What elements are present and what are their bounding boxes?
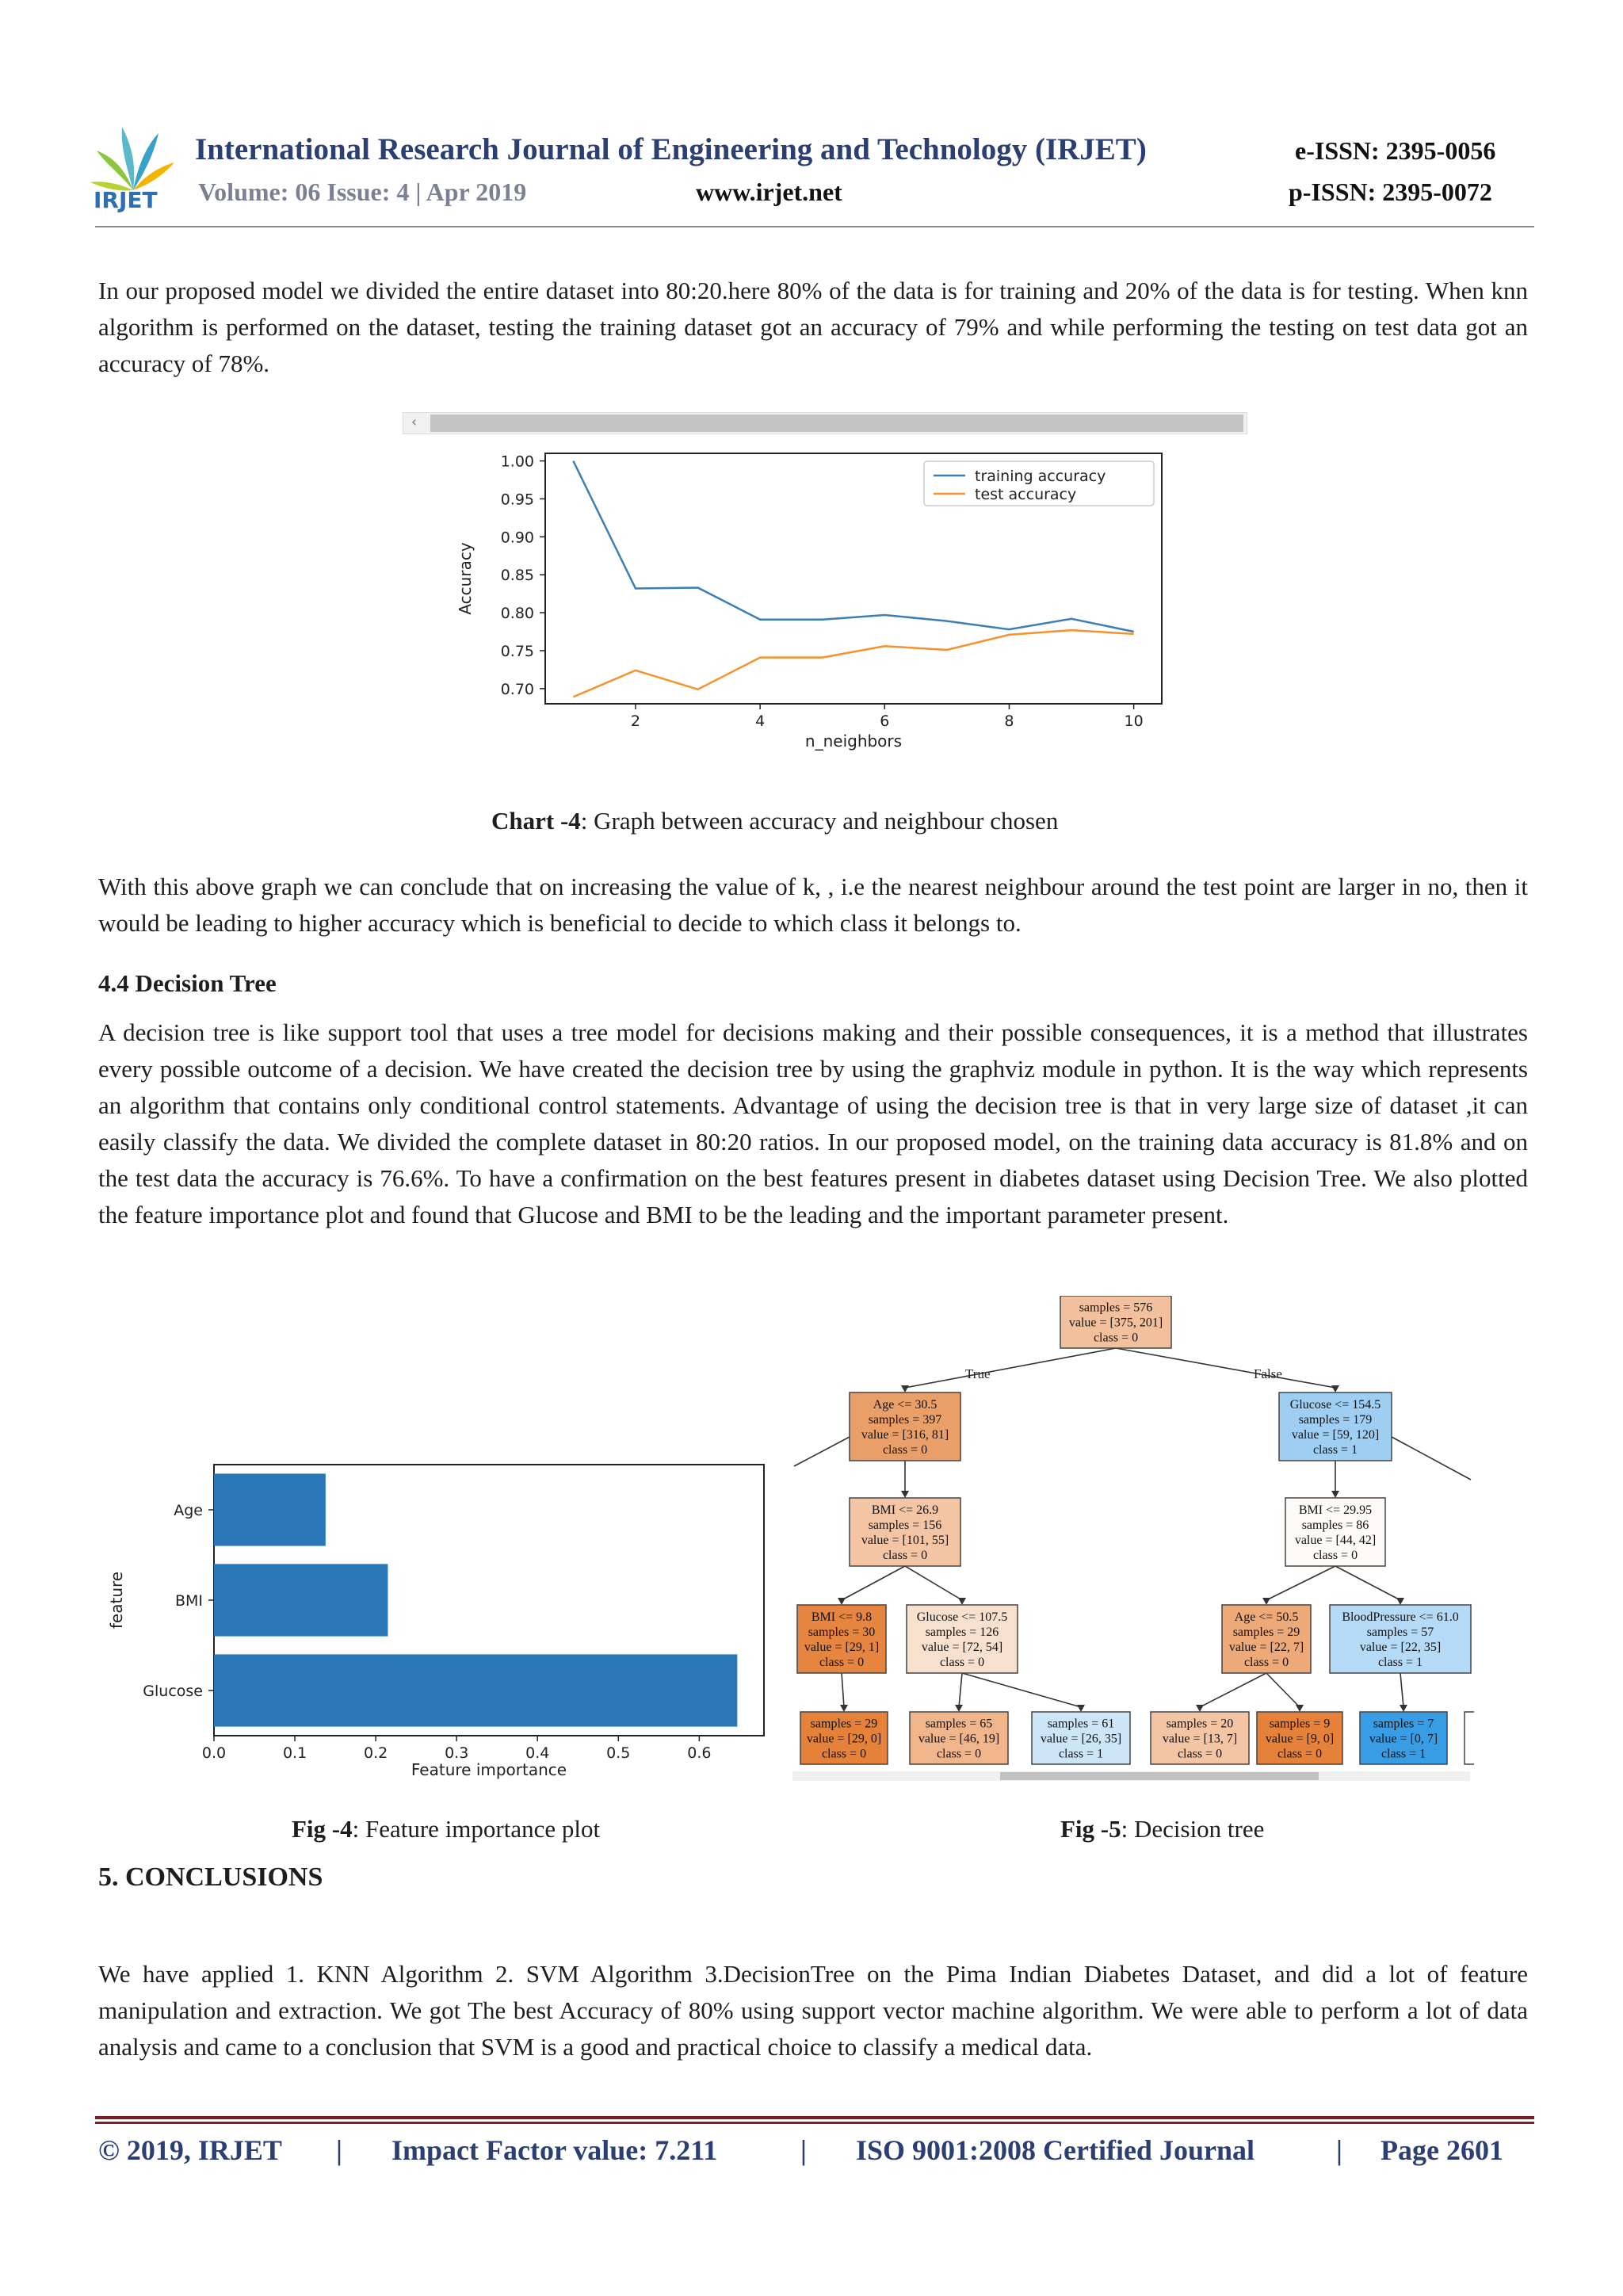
x-axis-label: Feature importance <box>411 1760 567 1779</box>
section-heading-conclusions: 5. CONCLUSIONS <box>98 1862 323 1892</box>
legend-label: training accuracy <box>975 468 1106 485</box>
tree-node-text: class = 1 <box>1058 1747 1104 1761</box>
tree-arrowhead <box>1296 1705 1304 1712</box>
y-tick-label: 0.70 <box>500 680 534 698</box>
x-tick-label: 0.0 <box>201 1744 227 1762</box>
footer-iso: ISO 9001:2008 Certified Journal <box>856 2134 1254 2166</box>
tree-node-l6 <box>1360 1712 1447 1764</box>
tree-node-text: class = 1 <box>1312 1443 1358 1457</box>
y-tick-label: 0.95 <box>500 491 534 509</box>
tree-edge <box>842 1673 844 1707</box>
y-tick-label: 0.85 <box>500 567 534 585</box>
tree-node-text: class = 0 <box>882 1549 928 1562</box>
fig4-caption-label: Fig -4 <box>292 1815 353 1843</box>
footer-rule-top <box>95 2116 1534 2119</box>
tree-node-text: Glucose <= 154.5 <box>1289 1398 1381 1412</box>
footer-separator: | <box>336 2134 342 2166</box>
tree-edge <box>1335 1566 1400 1600</box>
tree-node-bp1 <box>1330 1605 1471 1673</box>
tree-node-text: samples = 29 <box>1232 1626 1300 1639</box>
tree-edge <box>842 1566 905 1600</box>
tree-node-text: Age <= 30.5 <box>873 1398 938 1412</box>
x-tick-label: 0.6 <box>687 1744 712 1762</box>
x-tick-label: 0.5 <box>606 1744 631 1762</box>
tree-node-text: BMI <= 29.95 <box>1298 1503 1373 1517</box>
x-tick-label: 2 <box>630 712 640 730</box>
x-tick-label: 0.3 <box>445 1744 469 1762</box>
tree-node-text: class = 0 <box>936 1747 982 1761</box>
tree-node-text: value = [29, 1] <box>804 1641 880 1654</box>
accuracy-line-chart <box>444 444 1173 761</box>
logo-leaves-icon <box>90 127 174 191</box>
y-tick-label: Age <box>174 1502 203 1519</box>
tree-node-age2 <box>1222 1605 1311 1673</box>
tree-arrowhead <box>1196 1705 1204 1712</box>
paragraph-k-conclusion: With this above graph we can conclude that on increasing the value of k, , i.e the nearest neighbour around the test point are larger in no, then it would be leading to higher accuracy which is beneficial to decide to which class it belongs to. <box>98 873 1528 937</box>
tree-node-text: samples = 126 <box>925 1626 999 1639</box>
tree-edge <box>959 1673 962 1707</box>
tree-node-text: value = [46, 19] <box>918 1732 1000 1746</box>
tree-edge <box>1392 1437 1471 1480</box>
tree-node-glu1 <box>1279 1392 1392 1461</box>
tree-node-text: value = [316, 81] <box>861 1428 949 1442</box>
tree-node-text: BMI <= 26.9 <box>871 1503 939 1517</box>
tree-node-partial <box>1465 1712 1474 1764</box>
y-tick-label: 0.75 <box>500 642 534 660</box>
tree-edge <box>1116 1348 1335 1388</box>
tree-node-text: samples = 156 <box>868 1519 942 1532</box>
tree-node-text: value = [59, 120] <box>1291 1428 1380 1442</box>
tree-arrowhead <box>958 1598 966 1605</box>
section-heading-decision-tree: 4.4 Decision Tree <box>98 969 277 997</box>
header-rule <box>95 226 1534 227</box>
tree-arrowhead <box>1331 1385 1339 1392</box>
tree-edge <box>1266 1673 1300 1707</box>
y-tick-label: 0.80 <box>500 605 534 623</box>
tree-node-text: value = [72, 54] <box>921 1641 1003 1654</box>
website-link[interactable]: www.irjet.net <box>696 178 842 206</box>
tree-node-bmi2 <box>1285 1498 1385 1566</box>
tree-edge <box>794 1437 850 1466</box>
paragraph-knn-split: In our proposed model we divided the entire dataset into 80:20.here 80% of the data is for training and 20% of the data is for testing. When knn algorithm is performed on the dataset, testing the training dataset got an accuracy of 79% and while performing the testing on test data got an accuracy of 78%. <box>98 277 1528 377</box>
tree-arrowhead <box>1396 1598 1404 1605</box>
tree-arrowhead <box>1400 1705 1407 1712</box>
bar-glucose <box>214 1654 737 1726</box>
tree-node-text: class = 0 <box>821 1747 867 1761</box>
tree-arrowhead <box>1077 1705 1085 1712</box>
tree-arrowhead <box>838 1598 846 1605</box>
tree-node-text: class = 0 <box>1243 1656 1289 1669</box>
tree-node-text: samples = 9 <box>1269 1717 1331 1731</box>
tree-arrowhead <box>955 1705 963 1712</box>
tree-arrowhead <box>1331 1491 1339 1498</box>
e-issn: e-ISSN: 2395-0056 <box>1295 136 1496 165</box>
y-tick-label: 1.00 <box>500 453 534 471</box>
tree-node-text: class = 1 <box>1381 1747 1426 1761</box>
tree-edge <box>905 1566 962 1600</box>
tree-node-text: value = [101, 55] <box>861 1534 949 1547</box>
tree-arrowhead <box>901 1491 909 1498</box>
x-tick-label: 6 <box>880 712 890 730</box>
tree-arrowhead <box>1262 1598 1270 1605</box>
paragraph-conclusions: We have applied 1. KNN Algorithm 2. SVM Algorithm 3.DecisionTree on the Pima Indian Diabetes Dataset, and did a lot of feature manipulation and extraction. We got The best Accuracy of 80% using support vector machine algorithm. We were able to perform a lot of data analysis and came to a conclusion that SVM is a good and practical choice to classify a medical data. <box>98 1960 1528 2061</box>
fig4-caption-text: : Feature importance plot <box>352 1815 601 1843</box>
tree-node-text: samples = 7 <box>1373 1717 1434 1731</box>
tree-node-text: value = [0, 7] <box>1369 1732 1438 1746</box>
tree-node-text: value = [29, 0] <box>806 1732 882 1746</box>
tree-node-text: samples = 20 <box>1166 1717 1234 1731</box>
tree-node-text: BMI <= 9.8 <box>811 1610 873 1624</box>
tree-node-text: class = 0 <box>939 1656 985 1669</box>
x-tick-label: 0.2 <box>364 1744 388 1762</box>
decision-tree-diagram <box>792 1296 1474 1787</box>
footer-copyright: © 2019, IRJET <box>98 2134 282 2166</box>
tree-node-text: samples = 576 <box>1079 1301 1153 1315</box>
tree-edge <box>1266 1566 1335 1600</box>
footer-rule-bottom <box>95 2122 1534 2124</box>
tree-edge <box>962 1673 1081 1707</box>
tree-arrowhead <box>901 1385 909 1392</box>
tree-node-root <box>1060 1296 1171 1348</box>
tree-node-text: value = [26, 35] <box>1040 1732 1122 1746</box>
tree-edge <box>1200 1673 1266 1707</box>
tree-arrowhead <box>840 1705 848 1712</box>
y-tick-label: 0.90 <box>500 529 534 547</box>
tree-node-text: class = 0 <box>1177 1747 1223 1761</box>
y-axis-label: feature <box>107 1571 126 1629</box>
tree-node-text: Age <= 50.5 <box>1234 1610 1299 1624</box>
tree-node-text: class = 0 <box>1277 1747 1323 1761</box>
tree-node-text: samples = 397 <box>868 1413 942 1427</box>
tree-node-text: samples = 57 <box>1366 1626 1434 1639</box>
tree-node-text: value = [22, 35] <box>1359 1641 1442 1654</box>
x-tick-label: 0.1 <box>282 1744 307 1762</box>
tree-node-glu2 <box>907 1605 1018 1673</box>
tree-node-text: Glucose <= 107.5 <box>916 1610 1008 1624</box>
tree-node-text: samples = 86 <box>1301 1519 1369 1532</box>
tree-node-text: class = 0 <box>882 1443 928 1457</box>
tree-node-text: class = 0 <box>819 1656 865 1669</box>
edge-label-true: True <box>965 1366 991 1381</box>
footer-impact-factor: Impact Factor value: 7.211 <box>391 2134 718 2166</box>
x-tick-label: 10 <box>1124 712 1144 730</box>
x-tick-label: 8 <box>1004 712 1014 730</box>
journal-title: International Research Journal of Engineering and Technology (IRJET) <box>195 132 1147 166</box>
tree-node-text: class = 0 <box>1312 1549 1358 1562</box>
tree-node-l2 <box>910 1712 1008 1764</box>
fig4-caption <box>292 1815 600 1843</box>
footer-separator: | <box>1336 2134 1342 2166</box>
y-tick-label: Glucose <box>143 1683 203 1700</box>
logo-text: IRJET <box>94 187 158 212</box>
tree-node-text: value = [9, 0] <box>1265 1732 1335 1746</box>
footer-page-number: Page 2601 <box>1381 2134 1503 2166</box>
tree-node-l1 <box>800 1712 888 1764</box>
x-tick-label: 0.4 <box>525 1744 550 1762</box>
paragraph-decision-tree: A decision tree is like support tool that uses a tree model for decisions making and their possible consequences, it is a method that illustrates every possible outcome of a decision. We have created the decision tree by using the graphviz module in python. It is the way which represents an algorithm that contains only conditional control statements. Advantage of using the decision tree is that in very large size of dataset ,it can easily classify the data. We divided the complete dataset in 80:20 ratios. In our proposed model, on the training data accuracy is 81.8% and on the test data the accuracy is 76.6%. To have a confirmation on the best features present in diabetes dataset using Decision Tree. We also plotted the feature importance plot and found that Glucose and BMI to be the leading and the important parameter present. <box>98 1018 1528 1228</box>
bar-bmi <box>214 1564 388 1636</box>
volume-issue: Volume: 06 Issue: 4 | Apr 2019 <box>198 178 527 206</box>
feature-importance-bar-chart <box>101 1450 783 1783</box>
tree-edge <box>1400 1673 1403 1707</box>
tree-node-bmi1 <box>850 1498 960 1566</box>
figure-scrollbar[interactable] <box>403 412 1247 434</box>
chart4-caption-text: : Graph between accuracy and neighbour chosen <box>580 807 1059 835</box>
tree-node-l4 <box>1151 1712 1249 1764</box>
tree-node-text: value = [44, 42] <box>1294 1534 1377 1547</box>
tree-node-text: value = [375, 201] <box>1068 1316 1163 1330</box>
bar-age <box>214 1473 326 1545</box>
chart4-caption <box>491 807 1058 835</box>
tree-node-l5 <box>1257 1712 1342 1764</box>
tree-node-text: samples = 65 <box>925 1717 993 1731</box>
scrollbar-thumb[interactable] <box>430 415 1243 432</box>
chart4-caption-label: Chart -4 <box>491 807 581 835</box>
fig5-caption <box>1060 1815 1264 1843</box>
tree-node-text: BloodPressure <= 61.0 <box>1342 1610 1459 1624</box>
x-tick-label: 4 <box>755 712 766 730</box>
tree-edge <box>905 1348 1116 1388</box>
scroll-left-icon[interactable]: ‹ <box>411 414 418 430</box>
irjet-logo <box>89 119 178 212</box>
tree-node-text: value = [13, 7] <box>1162 1732 1238 1746</box>
tree-node-text: value = [22, 7] <box>1228 1641 1304 1654</box>
x-axis-label: n_neighbors <box>804 732 903 751</box>
tree-node-age1 <box>850 1392 960 1461</box>
tree-node-text: samples = 29 <box>810 1717 878 1731</box>
tree-node-text: class = 1 <box>1377 1656 1423 1669</box>
fig5-caption-label: Fig -5 <box>1060 1815 1121 1843</box>
legend-label: test accuracy <box>975 486 1077 503</box>
footer-separator: | <box>800 2134 807 2166</box>
tree-node-text: class = 0 <box>1093 1331 1139 1345</box>
y-tick-label: BMI <box>174 1592 203 1610</box>
tree-node-l3 <box>1032 1712 1130 1764</box>
tree-node-bmi3 <box>797 1605 886 1673</box>
tree-node-text: samples = 30 <box>808 1626 876 1639</box>
y-axis-label: Accuracy <box>456 542 475 615</box>
fig5-caption-text: : Decision tree <box>1121 1815 1265 1843</box>
tree-scrollbar-thumb[interactable] <box>1000 1772 1319 1780</box>
p-issn: p-ISSN: 2395-0072 <box>1289 178 1492 206</box>
tree-node-text: samples = 61 <box>1047 1717 1115 1731</box>
tree-node-text: samples = 179 <box>1298 1413 1373 1427</box>
edge-label-false: False <box>1254 1366 1282 1381</box>
